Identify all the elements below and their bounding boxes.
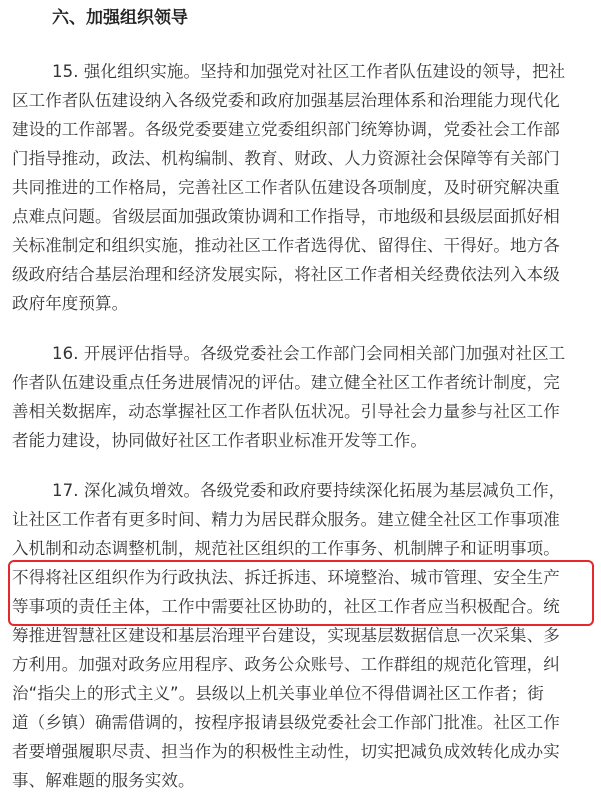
text-line: 作者队伍建设重点任务进展情况的评估。建立健全社区工作者统计制度，完 [12, 373, 560, 392]
text-line: 事、解难题的服务实效。 [12, 771, 195, 790]
text-line: 共同推进的工作格局，完善社区工作者队伍建设各项制度，及时研究解决重 [12, 178, 560, 197]
text-line: 善相关数据库，动态掌握社区工作者队伍状况。引导社会力量参与社区工作 [12, 402, 560, 421]
text-line: 17. 深化减负增效。各级党委和政府要持续深化拓展为基层减负工作， [52, 481, 566, 500]
text-line: 15. 强化组织实施。坚持和加强党对社区工作者队伍建设的领导，把社 [52, 62, 566, 81]
text-line: 方利用。加强对政务应用程序、政务公众账号、工作群组的规范化管理，纠 [12, 655, 560, 674]
text-line: 者能力建设，协同做好社区工作者职业标准开发等工作。 [12, 431, 427, 450]
text-line: 政府年度预算。 [12, 294, 129, 313]
text-line: 治“指尖上的形式主义”。县级以上机关事业单位不得借调社区工作者；街 [12, 684, 544, 703]
text-line: 建设的工作部署。各级党委要建立党委组织部门统筹协调，党委社会工作部 [12, 120, 560, 139]
text-line: 筹推进智慧社区建设和基层治理平台建设，实现基层数据信息一次采集、多 [12, 626, 560, 645]
text-line: 门指导推动，政法、机构编制、教育、财政、人力资源社会保障等有关部门 [12, 149, 560, 168]
text-line: 入机制和动态调整机制，规范社区组织的工作事务、机制牌子和证明事项。 [12, 539, 560, 558]
highlighted-text-line: 等事项的责任主体，工作中需要社区协助的，社区工作者应当积极配合。统 [12, 597, 560, 616]
text-line: 让社区工作者有更多时间、精力为居民群众服务。建立健全社区工作事项准 [12, 510, 560, 529]
text-line: 点难点问题。省级层面加强政策协调和工作指导，市地级和县级层面抓好相 [12, 207, 560, 226]
section-title: 六、加强组织领导 [52, 8, 188, 28]
text-line: 道（乡镇）确需借调的，按程序报请县级党委社会工作部门批准。社区工作 [12, 713, 560, 732]
highlighted-text-line: 不得将社区组织作为行政执法、拆迁拆违、环境整治、城市管理、安全生产 [12, 568, 560, 587]
text-line: 者要增强履职尽责、担当作为的积极性主动性，切实把减负成效转化成办实 [12, 742, 560, 761]
text-line: 区工作者队伍建设纳入各级党委和政府加强基层治理体系和治理能力现代化 [12, 91, 560, 110]
text-line: 16. 开展评估指导。各级党委社会工作部门会同相关部门加强对社区工 [52, 344, 566, 363]
red-highlight-box [8, 560, 594, 626]
text-line: 关标准制定和组织实施，推动社区工作者选得优、留得住、干得好。地方各 [12, 236, 560, 255]
text-line: 级政府结合基层治理和经济发展实际，将社区工作者相关经费依法列入本级 [12, 265, 560, 284]
